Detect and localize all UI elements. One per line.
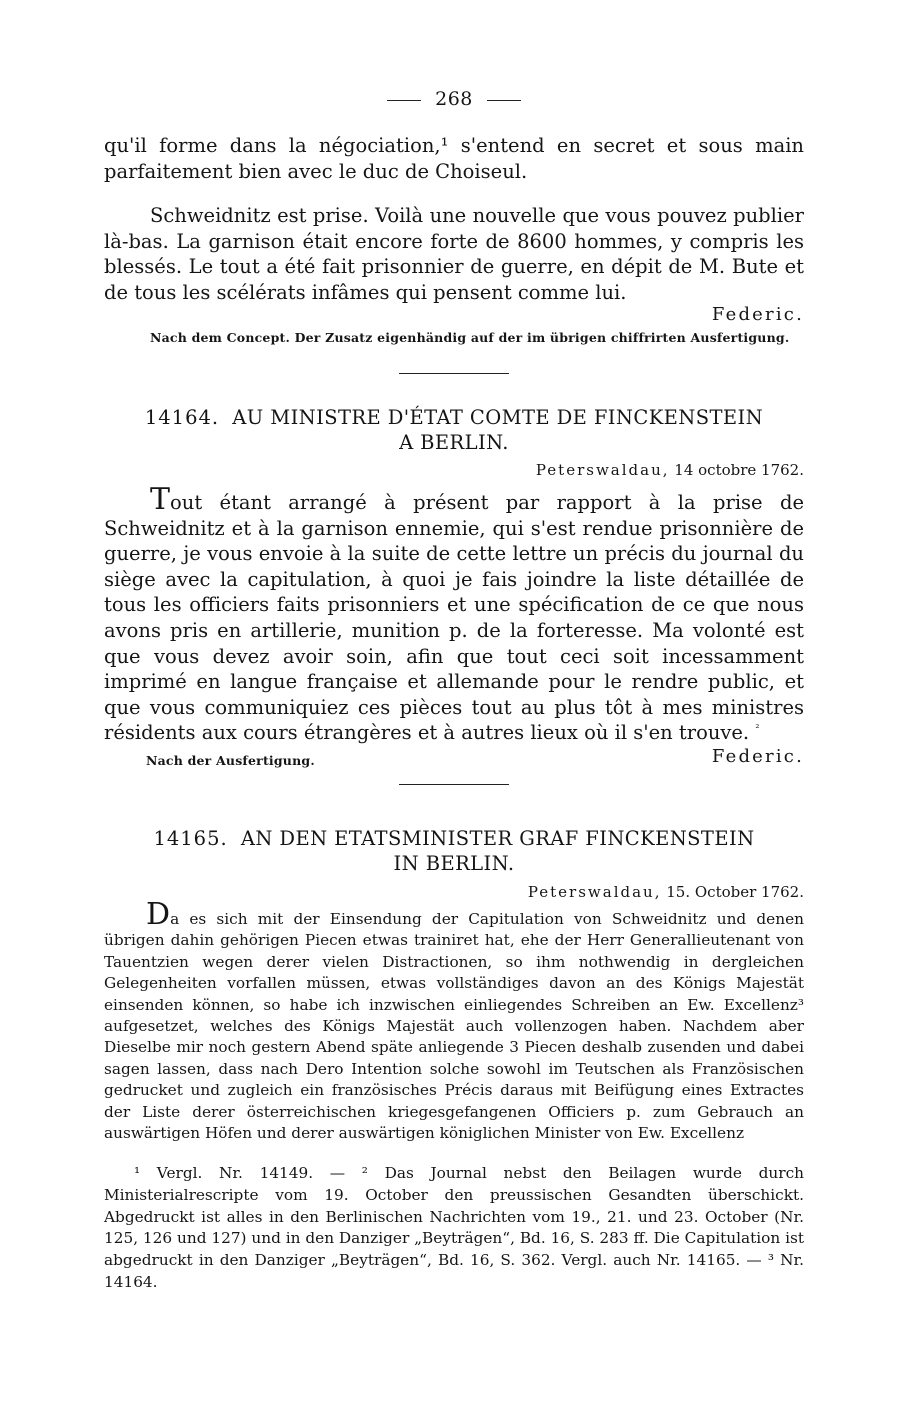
continuation-paragraph-2: Schweidnitz est prise. Voilà une nouvelle que vous pouvez publier là-bas. La garnison était encore forte de 8600 hommes, y compris les blessés. Le tout a été fait prisonnier de guerre, en dépit de M. Bute et de tous les scélérats infâmes qui pensent comme lui. [104, 204, 804, 304]
page-header [104, 88, 804, 110]
letter-14164-text: out étant arrangé à présent par rapport à la prise de Schweidnitz et à la garnison ennemie, qui s'est rendue prisonnière de guerre, je vous envoie à la suite de cette lettre un précis du journal du siège avec la capitulation, à quoi je fais joindre la liste détaillée de tous les officiers faits prisonniers et une spécification de ce que nous avons pris en artillerie, munition p. de la forteresse. Ma volonté est que vous devez avoir soin, afin que tout ceci soit incessamment imprimé en langue française et allemande pour le rendre public, et que vous communiquiez ces pièces tout au plus tôt à mes ministres résidents aux cours étrangères et à autres lieux où il s'en trouve. [104, 491, 804, 745]
letter-14165-place: Peterswaldau, [527, 883, 662, 901]
letter-14164-number: 14164. [144, 406, 220, 429]
letter-14164-source-note: Nach der Ausfertigung. [146, 753, 315, 768]
letter-14165-title-line1: AN DEN ETATSMINISTER GRAF FINCKENSTEIN [240, 827, 755, 850]
letter-14165-heading [104, 826, 804, 876]
footnote-mark-2: ² [755, 723, 760, 735]
letter-14164-body [104, 482, 804, 746]
header-dash-right [487, 100, 521, 101]
continuation-source-note: Nach dem Concept. Der Zusatz eigenhändig auf der im übrigen chiffrirten Ausfertigung. [150, 330, 790, 345]
footnotes-text: ¹ Vergl. Nr. 14149. — ² Das Journal nebst den Beilagen wurde durch Ministerialrescripte vom 19. October den preussischen Gesandten überschickt. Abgedruckt ist alles in den Berlinischen Nachrichten vom 19., 21. und 23. October (Nr. 125, 126 und 127) und in den Danziger „Beyträgen“, Bd. 16, S. 283 ff. Die Capitulation ist abgedruckt in den Danziger „Beyträgen“, Bd. 16, S. 362. Vergl. auch Nr. 14165. — ³ Nr. 14164. [104, 1164, 804, 1291]
letter-14164-dateline [104, 461, 830, 479]
letter-14165-body [104, 897, 804, 1144]
continuation-paragraph-1: qu'il forme dans la négociation,¹ s'entend en secret et sous main parfaitement bien avec le duc de Choiseul. [104, 134, 804, 183]
letter-14164-date: 14 octobre 1762. [674, 461, 804, 479]
letter-14164-dropcap: T [150, 482, 171, 517]
letter-14164-signature: Federic. [711, 746, 804, 767]
letter-14165-number: 14165. [153, 827, 228, 850]
letter-14165-dateline [104, 883, 830, 901]
section-divider-2 [399, 784, 509, 785]
letter-14165-date: 15. October 1762. [666, 883, 804, 901]
page-number: 268 [435, 88, 473, 110]
continuation-signature: Federic. [711, 304, 804, 325]
letter-14164-title-line1: AU MINISTRE D'ÉTAT COMTE DE FINCKENSTEIN [232, 406, 764, 429]
letter-14164-title-line2: A BERLIN. [399, 431, 509, 454]
document-page [104, 0, 804, 1404]
letter-14164-heading [104, 405, 804, 455]
letter-14165-dropcap: D [146, 897, 171, 932]
header-dash-left [387, 100, 421, 101]
footnotes [104, 1163, 804, 1294]
section-divider-1 [399, 373, 509, 374]
letter-14165-text: a es sich mit der Einsendung der Capitulation von Schweidnitz und denen übrigen dahin gehörigen Piecen etwas trainiret hat, ehe der Herr Generallieutenant von Tauentzien wegen derer vielen Distractionen, so ihm nothwendig in dergleichen Gelegenheiten vorfallen müssen, etwas vollständiges davon an des Königs Majestät einsenden können, so habe ich inzwischen einliegendes Schreiben an Ew. Excellenz³ aufgesetzet, welches des Königs Majestät auch vollenzogen haben. Nachdem aber Dieselbe mir noch gestern Abend späte anliegende 3 Piecen deshalb zusenden und dabei sagen lassen, dass nach Dero Intention solche sowohl im Teutschen als Französischen gedrucket und zugleich ein französisches Précis daraus mit Beifügung eines Extractes der Liste derer österreichischen kriegesgefangenen Officiers p. zum Gebrauch an auswärtigen Höfen und derer auswärtigen königlichen Minister von Ew. Excellenz [104, 910, 804, 1143]
letter-14165-title-line2: IN BERLIN. [393, 852, 515, 875]
letter-14164-place: Peterswaldau, [535, 461, 670, 479]
